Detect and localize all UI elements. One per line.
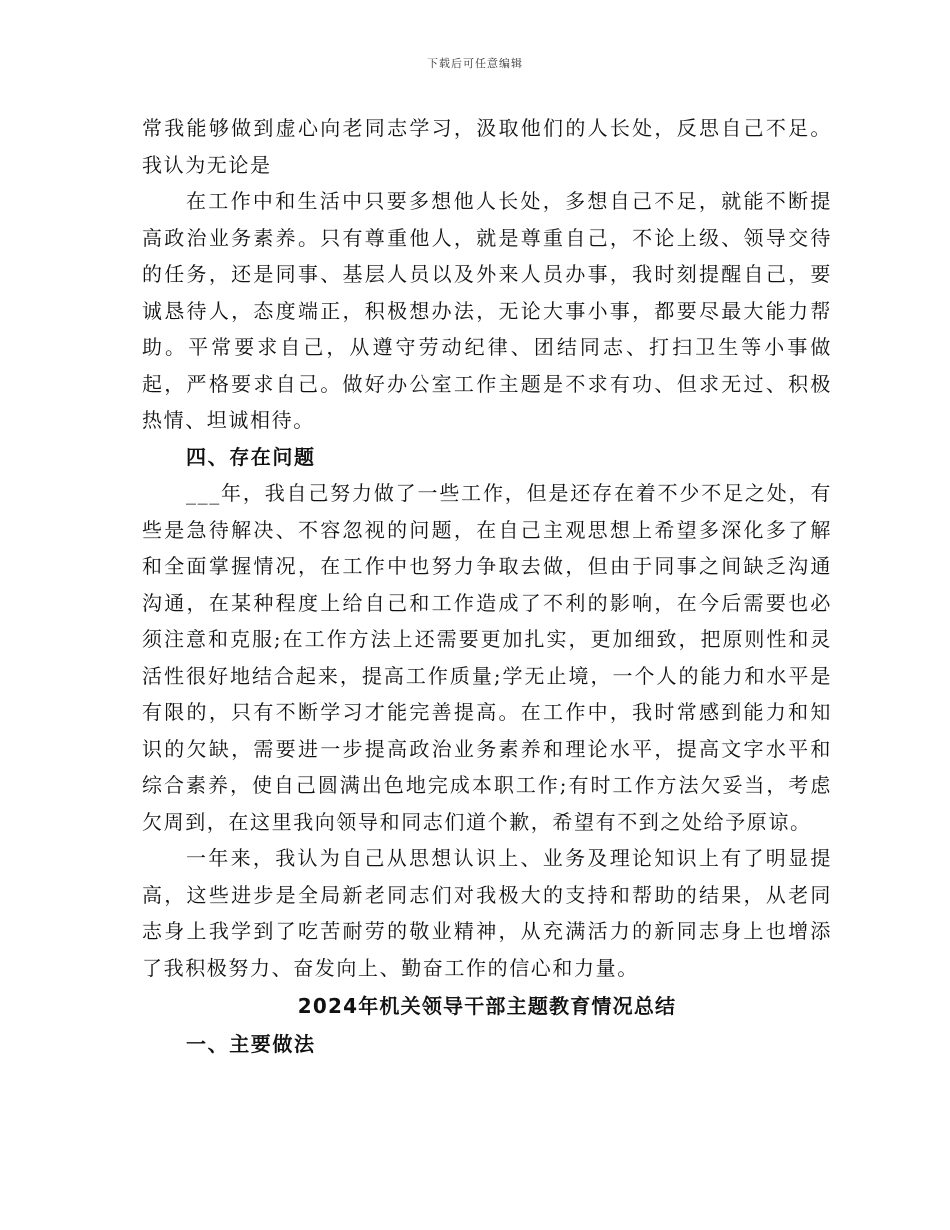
- section-heading-problems: 四、存在问题: [186, 444, 316, 469]
- header-note: 下载后可任意编辑: [427, 57, 523, 70]
- paragraph-work-attitude: 在工作中和生活中只要多想他人长处，多想自己不足，就能不断提高政治业务素养。只有尊重他人，就是尊重自己，不论上级、领导交待的任务，还是同事、基层人员以及外来人员办事，我时刻提醒自己，要诚恳待人，态度端正，积极想办法，无论大事小事，都要尽最大能力帮助。平常要求自己，从遵守劳动纪律、团结同志、打扫卫生等小事做起，严格要求自己。做好办公室工作主题是不求有功、但求无过、积极热情、坦诚相待。: [142, 189, 832, 432]
- paragraph-continued: 常我能够做到虚心向老同志学习，汲取他们的人长处，反思自己不足。我认为无论是: [142, 116, 832, 177]
- paragraph-problems-text: 年，我自己努力做了一些工作，但是还存在着不少不足之处，有些是急待解决、不容忽视的问题，在自己主观思想上希望多深化多了解和全面掌握情况，在工作中也努力争取去做，但由于同事之间缺乏沟通沟通，在某种程度上给自己和工作造成了不利的影响，在今后需要也必须注意和克服;在工作方法上还需要更加扎实，更加细致，把原则性和灵活性很好地结合起来，提高工作质量;学无止境，一个人的能力和水平是有限的，只有不断学习才能完善提高。在工作中，我时常感到能力和知识的欠缺，需要进一步提高政治业务素养和理论水平，提高文字水平和综合素养，使自己圆满出色地完成本职工作;有时工作方法欠妥当，考虑欠周到，在这里我向领导和同志们道个歉，希望有不到之处给予原谅。: [142, 481, 832, 834]
- paragraph-year-summary: 一年来，我认为自己从思想认识上、业务及理论知识上有了明显提高，这些进步是全局新老同志们对我极大的支持和帮助的结果，从老同志身上我学到了吃苦耐劳的敬业精神，从充满活力的新同志身上也增添了我积极努力、奋发向上、勤奋工作的信心和力量。: [142, 846, 832, 980]
- document-title: 2024年机关领导干部主题教育情况总结: [297, 994, 677, 1018]
- year-blank: ___: [186, 481, 221, 505]
- paragraph-problems: [142, 475, 832, 840]
- document-body: [142, 110, 832, 1063]
- section-heading-main-practices: 一、主要做法: [186, 1032, 316, 1056]
